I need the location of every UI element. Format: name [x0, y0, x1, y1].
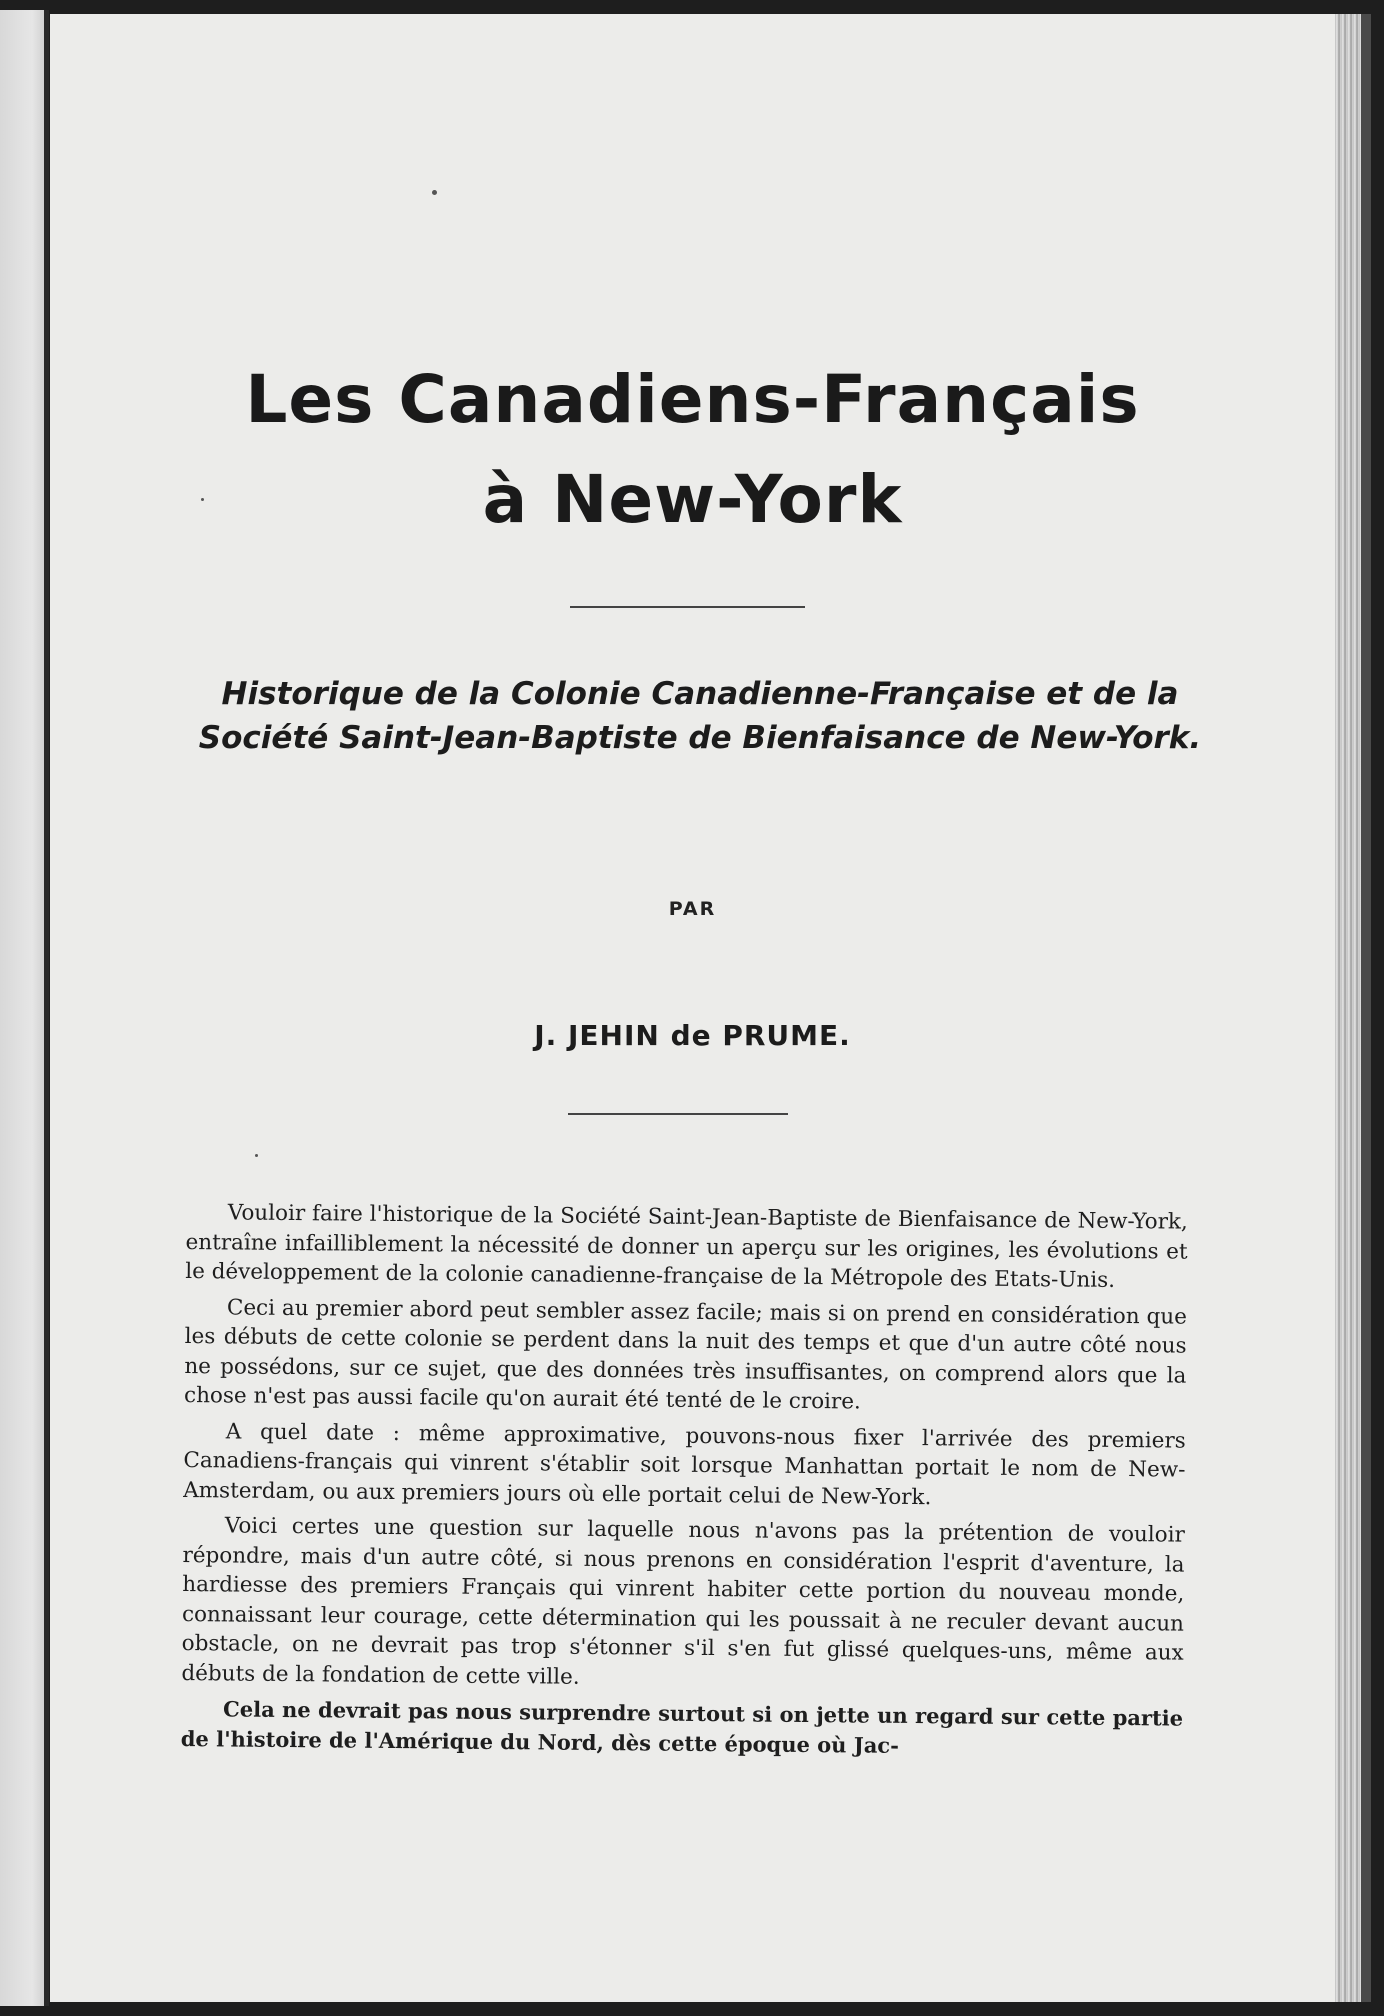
- body-text: [181, 1198, 1188, 1769]
- book-page: [50, 14, 1335, 2002]
- divider-rule: [568, 1113, 788, 1115]
- paragraph: Cela ne devrait pas nous surprendre surtout si on jette un regard sur cette partie de l'histoire de l'Amérique du Nord, dès cette époque où Jac-: [180, 1696, 1184, 1758]
- binding-gutter: [44, 10, 49, 2006]
- document-title: [50, 350, 1335, 550]
- scan-speck: [432, 190, 437, 195]
- paragraph: A quel date : même approximative, pouvons-nous fixer l'arrivée des premiers Canadiens-français qui vinrent s'établir soit lorsque Manhattan portait le nom de New-Amsterdam, ou aux premiers jours où elle portait celui de New-York.: [183, 1418, 1186, 1510]
- author-name: J. JEHIN de PRUME.: [534, 1019, 851, 1052]
- cover-edge: [1361, 14, 1371, 2002]
- previous-page-edge: [0, 10, 46, 2006]
- document-subtitle: Historique de la Colonie Canadienne-Française et de la Société Saint-Jean-Baptiste de Bienfaisance de New-York.: [198, 676, 1202, 756]
- by-label: PAR: [668, 898, 717, 920]
- title-line-2: à New-York: [482, 461, 903, 538]
- paragraph: Voici certes une question sur laquelle nous n'avons pas la prétention de vouloir répondre, mais d'un autre côté, si nous prenons en considération l'esprit d'aventure, la hardiesse des premiers Français qui vinrent habiter cette portion du nouveau monde, connaissant leur courage, cette détermination qui les poussait à ne reculer devant aucun obstacle, on ne devrait pas trop s'étonner s'il s'en fut glissé quelques-uns, même aux débuts de la fondation de cette ville.: [181, 1513, 1185, 1690]
- divider-rule: [570, 606, 805, 608]
- page-stack-edge: [1335, 14, 1371, 2002]
- paragraph: Ceci au premier abord peut sembler assez facile; mais si on prend en considération que les débuts de cette colonie se perdent dans la nuit des temps et que d'un autre côté nous ne possédons, sur ce sujet, que des données très insuffisantes, on comprend alors que la chose n'est pas aussi facile qu'on aurait été tenté de le croire.: [183, 1294, 1188, 1415]
- scan-speck: [255, 1154, 258, 1157]
- title-line-1: Les Canadiens-Français: [245, 361, 1140, 438]
- paragraph: Vouloir faire l'historique de la Société Saint-Jean-Baptiste de Bienfaisance de New-York, entraîne infailliblement la nécessité de donner un aperçu sur les origines, les évolutions et le développement de la colonie canadienne-française de la Métropole des Etats-Unis.: [185, 1200, 1188, 1293]
